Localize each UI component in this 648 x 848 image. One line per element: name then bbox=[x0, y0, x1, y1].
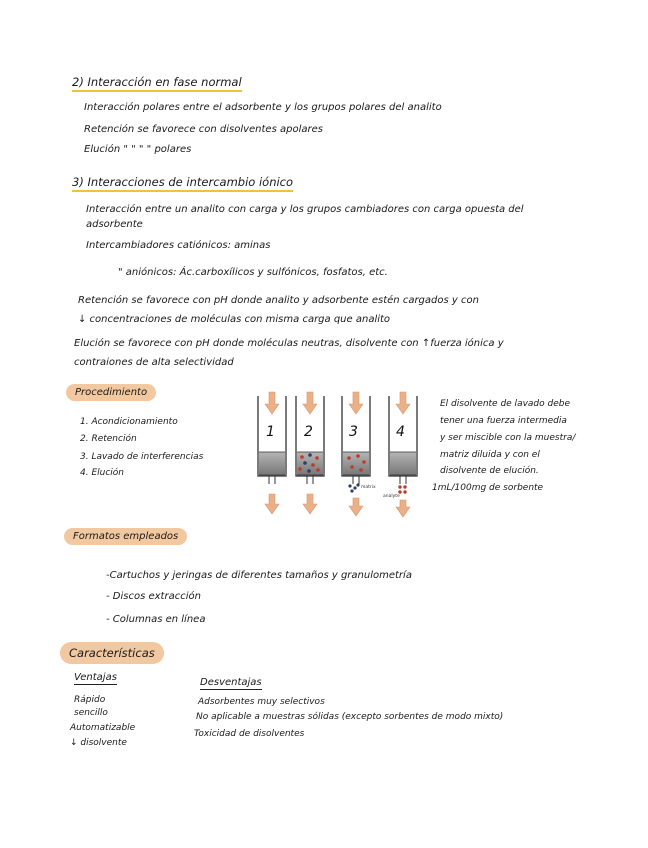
arrow-down-icon bbox=[265, 392, 279, 414]
note-line: y ser miscible con la muestra/ bbox=[440, 433, 576, 443]
desventaja-item: Toxicidad de disolventes bbox=[194, 729, 305, 739]
section3-line: ↓ concentraciones de moléculas con misma carga que analito bbox=[78, 314, 391, 325]
section2-line: Elución " " " " polares bbox=[84, 144, 192, 155]
procedure-step: 2. Retención bbox=[80, 434, 137, 444]
section3-line: Retención se favorece con pH donde analito y adsorbente estén cargados y con bbox=[78, 295, 479, 306]
arrow-down-icon bbox=[265, 494, 279, 514]
section2-heading: 2) Interacción en fase normal bbox=[72, 76, 242, 92]
formato-item: -Cartuchos y jeringas de diferentes tamaños y granulometría bbox=[106, 570, 412, 581]
analyte-label: analyte bbox=[383, 494, 400, 499]
section3-line: contraiones de alta selectividad bbox=[74, 357, 234, 368]
ventaja-item: Rápido bbox=[74, 695, 106, 705]
arrow-down-icon bbox=[349, 498, 363, 516]
arrow-down-icon bbox=[396, 392, 410, 414]
column-number: 3 bbox=[349, 424, 358, 440]
spe-diagram bbox=[240, 390, 430, 520]
section3-line: " aniónicos: Ác.carboxílicos y sulfónicos, fosfatos, etc. bbox=[118, 267, 388, 278]
arrow-down-icon bbox=[349, 392, 363, 414]
procedure-step: 1. Acondicionamiento bbox=[80, 417, 178, 427]
arrow-down-icon bbox=[396, 500, 410, 517]
column-1 bbox=[258, 392, 286, 514]
section3-heading: 3) Interacciones de intercambio iónico bbox=[72, 176, 293, 192]
procedimiento-label: Procedimiento bbox=[66, 384, 156, 401]
ventajas-title: Ventajas bbox=[74, 672, 117, 683]
matrix-dots bbox=[348, 483, 359, 492]
formato-item: - Columnas en línea bbox=[106, 614, 206, 625]
section2-line: Retención se favorece con disolventes apolares bbox=[84, 124, 323, 135]
column-number: 2 bbox=[304, 424, 313, 440]
column-4 bbox=[383, 392, 417, 517]
arrow-down-icon bbox=[303, 494, 317, 514]
note-line: 1mL/100mg de sorbente bbox=[432, 483, 544, 493]
sorbent-bed bbox=[343, 452, 369, 475]
section3-line: Elución se favorece con pH donde moléculas neutras, disolvente con ↑fuerza iónica y bbox=[74, 338, 504, 349]
note-line: matriz diluida y con el bbox=[440, 450, 540, 460]
section3-line: adsorbente bbox=[86, 219, 143, 230]
note-line: tener una fuerza intermedia bbox=[440, 416, 567, 426]
section2-line: Interacción polares entre el adsorbente y los grupos polares del analito bbox=[84, 102, 442, 113]
matrix-label: matrix bbox=[361, 485, 376, 490]
desventaja-item: Adsorbentes muy selectivos bbox=[198, 697, 325, 707]
column-3 bbox=[342, 392, 376, 516]
column-number: 4 bbox=[396, 424, 405, 440]
formato-item: - Discos extracción bbox=[106, 591, 201, 602]
caracteristicas-label: Características bbox=[60, 642, 164, 664]
ventaja-item: sencillo bbox=[74, 708, 108, 718]
sorbent-bed bbox=[259, 452, 285, 475]
procedure-step: 4. Elución bbox=[80, 468, 124, 478]
desventaja-item: No aplicable a muestras sólidas (excepto sorbentes de modo mixto) bbox=[196, 712, 504, 722]
formatos-label: Formatos empleados bbox=[64, 528, 187, 545]
column-2 bbox=[296, 392, 324, 514]
section3-line: Interacción entre un analito con carga y los grupos cambiadores con carga opuesta del bbox=[86, 204, 524, 215]
arrow-down-icon bbox=[303, 392, 317, 414]
note-line: disolvente de elución. bbox=[440, 466, 539, 476]
desventajas-title: Desventajas bbox=[200, 677, 262, 688]
procedure-step: 3. Lavado de interferencias bbox=[80, 452, 204, 462]
analyte-dots bbox=[398, 485, 406, 493]
sorbent-bed bbox=[390, 452, 416, 475]
column-number: 1 bbox=[266, 424, 275, 440]
section3-line: Intercambiadores catiónicos: aminas bbox=[86, 240, 271, 251]
ventaja-item: ↓ disolvente bbox=[70, 738, 127, 748]
ventaja-item: Automatizable bbox=[70, 723, 136, 733]
note-line: El disolvente de lavado debe bbox=[440, 399, 570, 409]
